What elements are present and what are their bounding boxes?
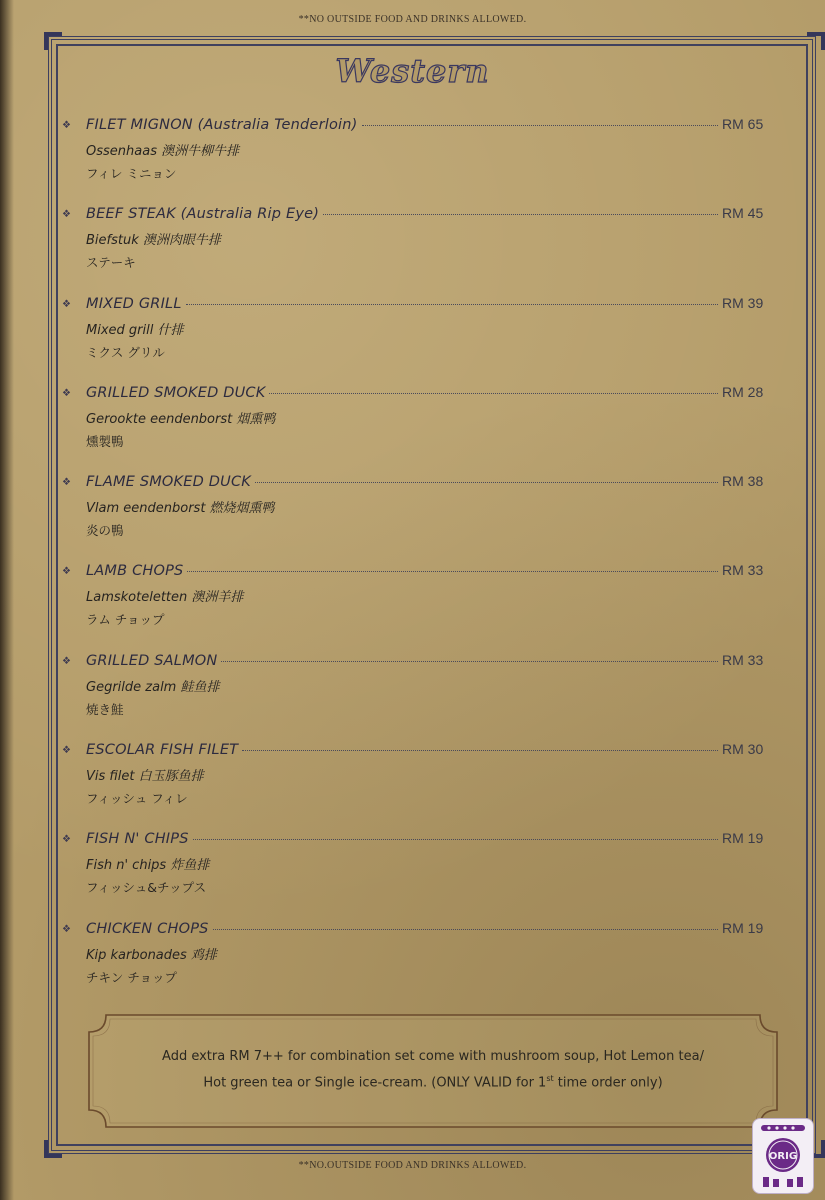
menu-list xyxy=(62,116,782,1009)
menu-item-japanese: チキン チョップ xyxy=(86,969,177,985)
menu-item-price: RM 19 xyxy=(722,830,764,847)
combination-note-line1: Add extra RM 7++ for combination set come with mushroom soup, Hot Lemon tea/ xyxy=(162,1049,704,1064)
dot-leader xyxy=(269,393,718,394)
diamond-bullet-icon: ❖ xyxy=(62,923,71,935)
diamond-bullet-icon: ❖ xyxy=(62,566,71,578)
menu-item-name: GRILLED SMOKED DUCK xyxy=(86,384,266,401)
menu-item-price: RM 33 xyxy=(722,562,764,579)
menu-item-header xyxy=(86,562,776,582)
menu-item-price: RM 39 xyxy=(722,294,764,311)
combination-note-line2a: Hot green tea or Single ice-cream. (ONLY VALID for 1 xyxy=(203,1075,547,1091)
diamond-bullet-icon: ❖ xyxy=(62,387,71,399)
menu-item xyxy=(62,652,782,741)
logo-text: ORIG xyxy=(768,1151,798,1162)
menu-item-dutch-chinese: Kip karbonades 鸡排 xyxy=(86,947,217,963)
menu-item-dutch-chinese: Gegrilde zalm 鲑鱼排 xyxy=(86,679,220,695)
dot-leader xyxy=(323,214,718,215)
menu-item-name: BEEF STEAK (Australia Rip Eye) xyxy=(86,206,320,223)
menu-item-name: ESCOLAR FISH FILET xyxy=(86,742,239,759)
menu-item-header xyxy=(86,116,776,136)
menu-item-name: FISH N' CHIPS xyxy=(86,831,189,848)
menu-item-header xyxy=(86,652,776,672)
ordinal-suffix: st xyxy=(546,1074,554,1083)
diamond-bullet-icon: ❖ xyxy=(62,477,71,489)
menu-item-price: RM 30 xyxy=(722,741,764,758)
dot-leader xyxy=(362,125,718,126)
bottom-notice: **NO.OUTSIDE FOOD AND DRINKS ALLOWED. xyxy=(298,1160,527,1171)
menu-item xyxy=(62,830,782,919)
dot-leader xyxy=(193,839,718,840)
menu-item-japanese: 焼き鮭 xyxy=(86,701,124,717)
menu-item xyxy=(62,116,782,205)
menu-item-dutch-chinese: Gerookte eendenborst 烟熏鸭 xyxy=(86,411,276,427)
menu-item xyxy=(62,920,782,1009)
menu-item xyxy=(62,205,782,294)
dot-leader xyxy=(187,571,718,572)
frame-corner-top-right xyxy=(807,32,825,50)
menu-item-name: FLAME SMOKED DUCK xyxy=(86,474,252,491)
menu-item-japanese: 炎の鴨 xyxy=(86,523,124,539)
menu-item-header xyxy=(86,205,776,225)
menu-item-japanese: ステーキ xyxy=(86,255,136,271)
menu-item-name: FILET MIGNON (Australia Tenderloin) xyxy=(86,117,358,133)
menu-item-price: RM 33 xyxy=(722,651,764,668)
menu-item-header xyxy=(86,830,776,850)
menu-item-price: RM 38 xyxy=(722,473,764,490)
dot-leader xyxy=(242,750,718,751)
combination-note-line2 xyxy=(100,1068,766,1094)
menu-item-header xyxy=(86,473,776,493)
dot-leader xyxy=(186,304,718,305)
menu-item-name: LAMB CHOPS xyxy=(86,563,184,580)
menu-item xyxy=(62,562,782,651)
menu-item-japanese: ミクス グリル xyxy=(86,344,165,360)
menu-item-dutch-chinese: Ossenhaas 澳洲牛柳牛排 xyxy=(86,144,240,159)
diamond-bullet-icon: ❖ xyxy=(62,209,71,221)
menu-item-price: RM 28 xyxy=(722,383,764,400)
menu-item-name: MIXED GRILL xyxy=(86,295,182,312)
page-title: Western xyxy=(335,52,490,90)
logo-emblem-icon xyxy=(753,1119,813,1193)
menu-item-dutch-chinese: Biefstuk 澳洲肉眼牛排 xyxy=(86,233,221,249)
menu-item xyxy=(62,741,782,830)
frame-corner-bottom-left xyxy=(44,1140,62,1158)
diamond-bullet-icon: ❖ xyxy=(62,834,71,846)
menu-item-name: GRILLED SALMON xyxy=(86,652,218,669)
menu-item-dutch-chinese: Vis filet 白玉豚鱼排 xyxy=(86,769,204,785)
dot-leader xyxy=(213,929,718,930)
page-edge-shadow xyxy=(0,0,14,1200)
menu-item-header xyxy=(86,920,776,940)
watermark-logo xyxy=(752,1118,814,1194)
top-notice: **NO OUTSIDE FOOD AND DRINKS ALLOWED. xyxy=(298,14,527,25)
menu-item-header xyxy=(86,741,776,761)
menu-item-price: RM 65 xyxy=(722,116,764,132)
dot-leader xyxy=(255,482,718,483)
menu-item-dutch-chinese: Mixed grill 什排 xyxy=(86,322,184,338)
menu-item xyxy=(62,295,782,384)
menu-item-price: RM 45 xyxy=(722,205,764,222)
menu-item-dutch-chinese: Vlam eendenborst 燃烧烟熏鸭 xyxy=(86,501,275,517)
frame-corner-top-left xyxy=(44,32,62,50)
menu-item xyxy=(62,384,782,473)
diamond-bullet-icon: ❖ xyxy=(62,655,71,667)
menu-item-dutch-chinese: Lamskoteletten 澳洲羊排 xyxy=(86,590,244,606)
menu-item-price: RM 19 xyxy=(722,919,764,936)
combination-set-note xyxy=(100,1046,766,1094)
diamond-bullet-icon: ❖ xyxy=(62,298,71,310)
menu-item xyxy=(62,473,782,562)
diamond-bullet-icon: ❖ xyxy=(62,745,71,757)
dot-leader xyxy=(221,661,718,662)
menu-item-japanese: フィレ ミニョン xyxy=(86,166,177,181)
menu-item-japanese: 燻製鴨 xyxy=(86,433,124,449)
menu-item-japanese: フィッシュ フィレ xyxy=(86,791,188,807)
menu-item-japanese: ラム チョップ xyxy=(86,612,165,628)
menu-item-dutch-chinese: Fish n' chips 炸鱼排 xyxy=(86,858,210,874)
menu-item-japanese: フィッシュ&チップス xyxy=(86,880,207,896)
menu-item-header xyxy=(86,384,776,404)
combination-note-line2b: time order only) xyxy=(553,1075,663,1091)
diamond-bullet-icon: ❖ xyxy=(62,120,71,131)
menu-item-header xyxy=(86,295,776,315)
menu-item-name: CHICKEN CHOPS xyxy=(86,920,209,937)
